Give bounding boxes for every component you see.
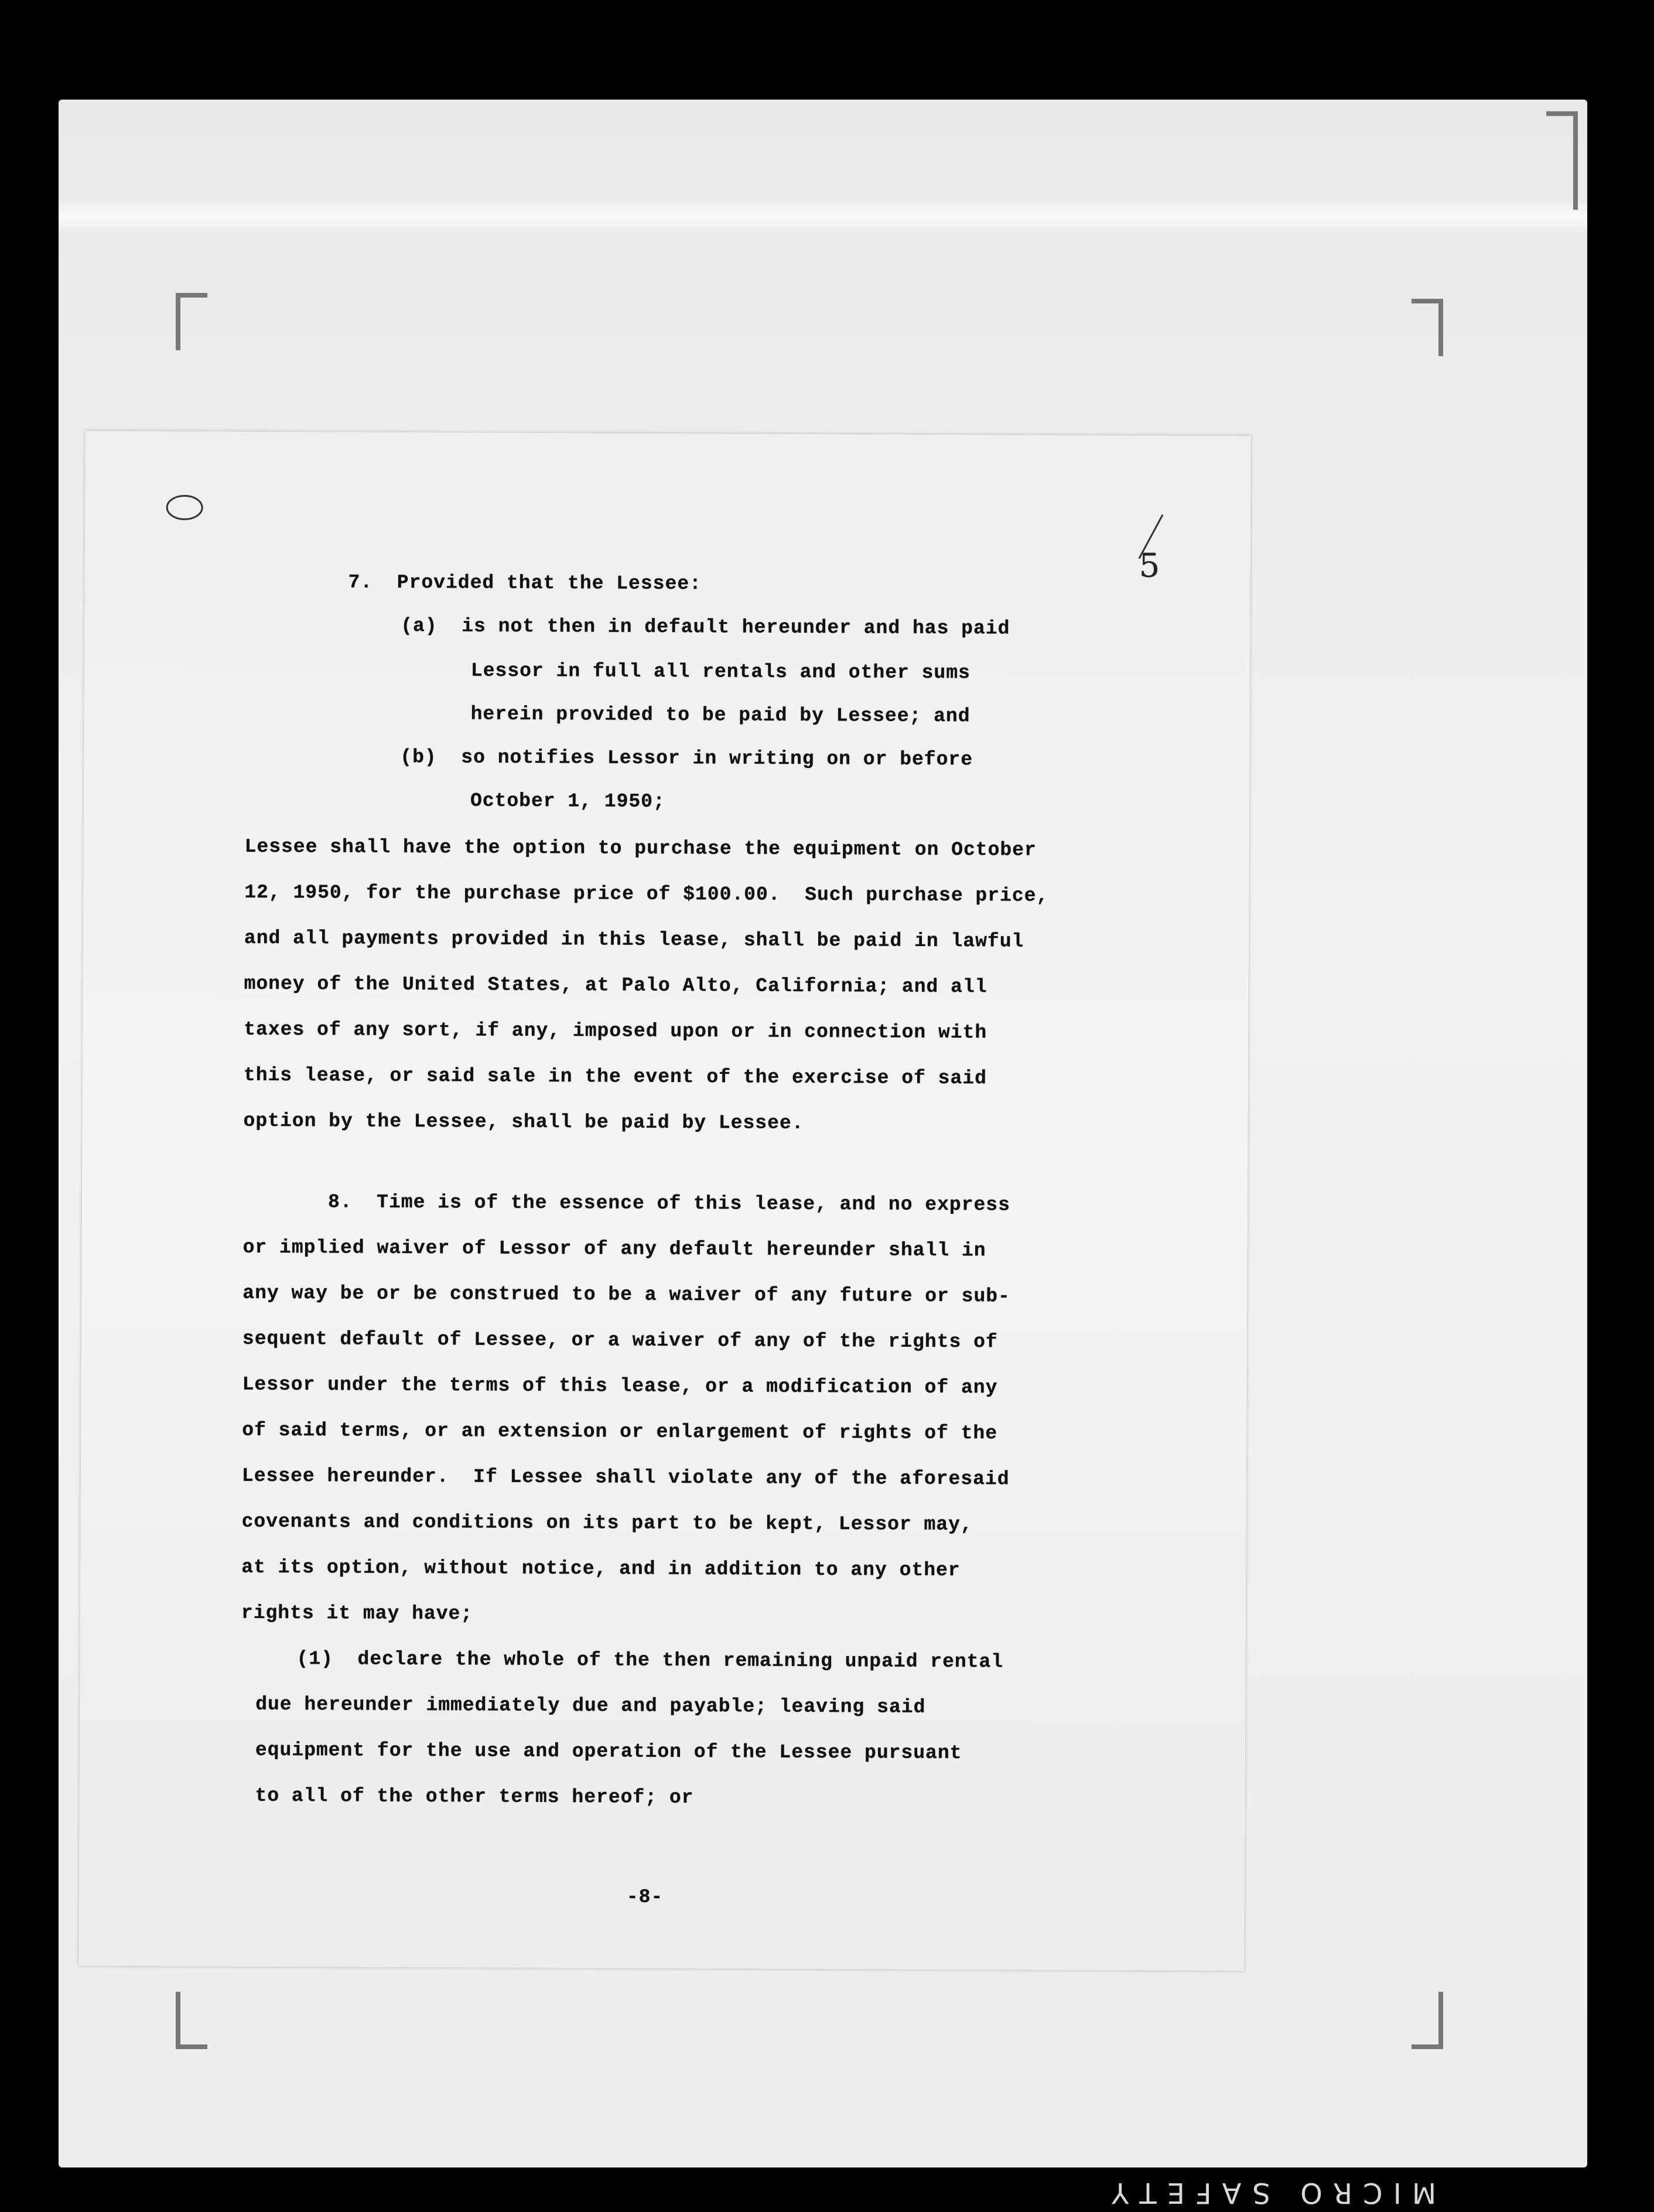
page-number: -8- — [626, 1886, 664, 1908]
text-line: rights it may have; — [241, 1602, 473, 1625]
corner-mark-bottom-right — [1412, 1992, 1443, 2049]
handwritten-number: 5 — [1139, 547, 1161, 585]
text-line: at its option, without notice, and in addition to any other — [241, 1556, 961, 1582]
text-line: 12, 1950, for the purchase price of $100.00. Such purchase price, — [244, 881, 1049, 907]
text-line: Lessor under the terms of this lease, or a modification of any — [242, 1373, 998, 1399]
document-text — [78, 431, 1250, 1971]
text-line: Lessee hereunder. If Lessee shall violate any of the aforesaid — [241, 1465, 1010, 1490]
text-line: and all payments provided in this lease, shall be paid in lawful — [244, 927, 1024, 953]
text-line: October 1, 1950; — [470, 790, 665, 813]
text-line: taxes of any sort, if any, imposed upon or in connection with — [244, 1018, 987, 1044]
text-line: (1) declare the whole of the then remaining unpaid rental — [296, 1648, 1004, 1673]
text-line: herein provided to be paid by Lessee; and — [470, 703, 970, 728]
text-line: due hereunder immediately due and payable; leaving said — [255, 1693, 926, 1718]
film-edge-label: MICRO SAFETY — [1101, 2176, 1437, 2209]
text-line: Lessee shall have the option to purchase the equipment on October — [244, 835, 1037, 861]
text-line: or implied waiver of Lessor of any default hereunder shall in — [242, 1236, 986, 1262]
text-line: any way be or be construed to be a waiver of any future or sub- — [242, 1282, 1010, 1308]
text-line: sequent default of Lessee, or a waiver of any of the rights of — [242, 1327, 998, 1353]
corner-mark-bottom-left — [176, 1992, 207, 2049]
text-line: (b) so notifies Lessor in writing on or before — [400, 746, 973, 771]
document-page — [78, 431, 1250, 1971]
corner-mark-frame-top-right — [1546, 111, 1578, 210]
text-line: to all of the other terms hereof; or — [255, 1784, 694, 1809]
text-line: of said terms, or an extension or enlargement of rights of the — [242, 1419, 998, 1445]
text-line: money of the United States, at Palo Alto, California; and all — [244, 972, 987, 998]
punch-hole-mark — [161, 490, 208, 525]
text-line: equipment for the use and operation of the Lessee pursuant — [255, 1739, 962, 1764]
text-line: 7. Provided that the Lessee: — [348, 571, 702, 595]
text-line: this lease, or said sale in the event of the exercise of said — [243, 1064, 987, 1090]
text-line: covenants and conditions on its part to be kept, Lessor may, — [241, 1510, 973, 1536]
text-line: Lessor in full all rentals and other sums — [470, 660, 970, 684]
text-line: option by the Lessee, shall be paid by Lessee. — [243, 1110, 804, 1135]
corner-mark-top-right — [1412, 299, 1443, 356]
corner-mark-top-left — [176, 293, 207, 350]
text-line: (a) is not then in default hereunder and has paid — [401, 615, 1010, 640]
text-line: 8. Time is of the essence of this lease, and no express — [327, 1191, 1011, 1216]
